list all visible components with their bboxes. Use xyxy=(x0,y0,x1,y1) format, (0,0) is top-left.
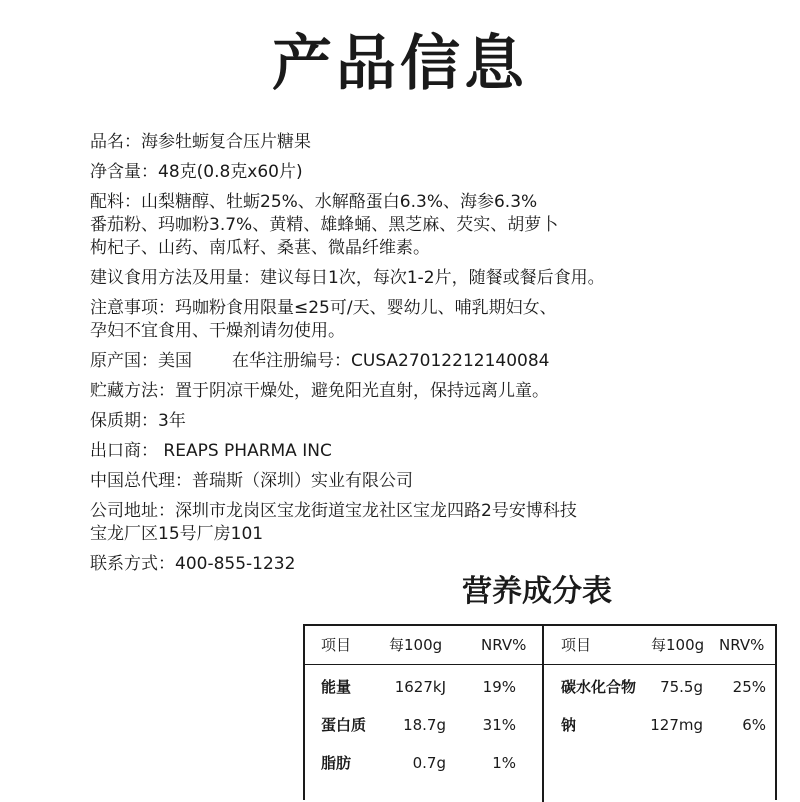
nutrient-per100g: 0.7g xyxy=(412,754,446,772)
shelf-life: 保质期：3年 xyxy=(90,411,186,431)
address-line-2: 宝龙厂区15号厂房101 xyxy=(90,524,264,544)
header-item-left: 项目 xyxy=(321,636,352,654)
nutrient-per100g: 75.5g xyxy=(660,678,703,696)
product-name: 品名：海参牡蛎复合压片糖果 xyxy=(90,132,311,152)
contact: 联系方式：400-855-1232 xyxy=(90,554,296,574)
header-per100g-left: 每100g xyxy=(389,636,443,654)
nutrient-per100g: 18.7g xyxy=(403,716,446,734)
header-per100g-right: 每100g xyxy=(651,636,705,654)
nutrient-name: 蛋白质 xyxy=(321,716,367,734)
nutrient-nrv: 31% xyxy=(482,716,516,734)
nutrient-nrv: 1% xyxy=(492,754,516,772)
ingredients-line-1: 配料：山梨糖醇、牡蛎25%、水解酪蛋白6.3%、海参6.3% xyxy=(90,192,538,212)
nutrition-title: 营养成分表 xyxy=(462,574,612,609)
ingredients-line-2: 番茄粉、玛咖粉3.7%、黄精、雄蜂蛹、黑芝麻、芡实、胡萝卜 xyxy=(90,215,559,235)
nutrient-name: 脂肪 xyxy=(321,754,352,772)
nutrient-name: 钠 xyxy=(561,716,577,734)
nutrient-per100g: 1627kJ xyxy=(394,678,446,696)
china-agent: 中国总代理：普瑞斯（深圳）实业有限公司 xyxy=(90,471,413,491)
nutrient-nrv: 6% xyxy=(742,716,766,734)
page-title: 产品信息 xyxy=(272,29,528,99)
header-nrv-right: NRV% xyxy=(719,636,765,654)
table-divider xyxy=(542,626,544,802)
exporter: 出口商： REAPS PHARMA INC xyxy=(90,441,332,461)
header-item-right: 项目 xyxy=(561,636,592,654)
nutrient-name: 碳水化合物 xyxy=(561,678,637,696)
nutrition-table xyxy=(303,624,777,800)
origin: 原产国：美国 xyxy=(90,351,192,371)
usage: 建议食用方法及用量：建议每日1次，每次1-2片，随餐或餐后食用。 xyxy=(90,268,605,288)
nutrient-per100g: 127mg xyxy=(650,716,703,734)
header-divider xyxy=(305,664,775,665)
net-content: 净含量：48克(0.8克x60片) xyxy=(90,162,303,182)
cautions-line-1: 注意事项：玛咖粉食用限量≤25可/天、婴幼儿、哺乳期妇女、 xyxy=(90,298,557,318)
address-line-1: 公司地址：深圳市龙岗区宝龙街道宝龙社区宝龙四路2号安博科技 xyxy=(90,501,577,521)
header-nrv-left: NRV% xyxy=(481,636,527,654)
storage: 贮藏方法：置于阴凉干燥处，避免阳光直射，保持远离儿童。 xyxy=(90,381,549,401)
ingredients-line-3: 枸杞子、山药、南瓜籽、桑葚、微晶纤维素。 xyxy=(90,238,430,258)
registration-number: 在华注册编号：CUSA27012212140084 xyxy=(232,351,550,371)
nutrient-nrv: 19% xyxy=(482,678,516,696)
cautions-line-2: 孕妇不宜食用、干燥剂请勿使用。 xyxy=(90,321,345,341)
nutrient-name: 能量 xyxy=(321,678,352,696)
origin-row xyxy=(90,350,780,373)
product-info xyxy=(90,131,780,576)
nutrient-nrv: 25% xyxy=(732,678,766,696)
